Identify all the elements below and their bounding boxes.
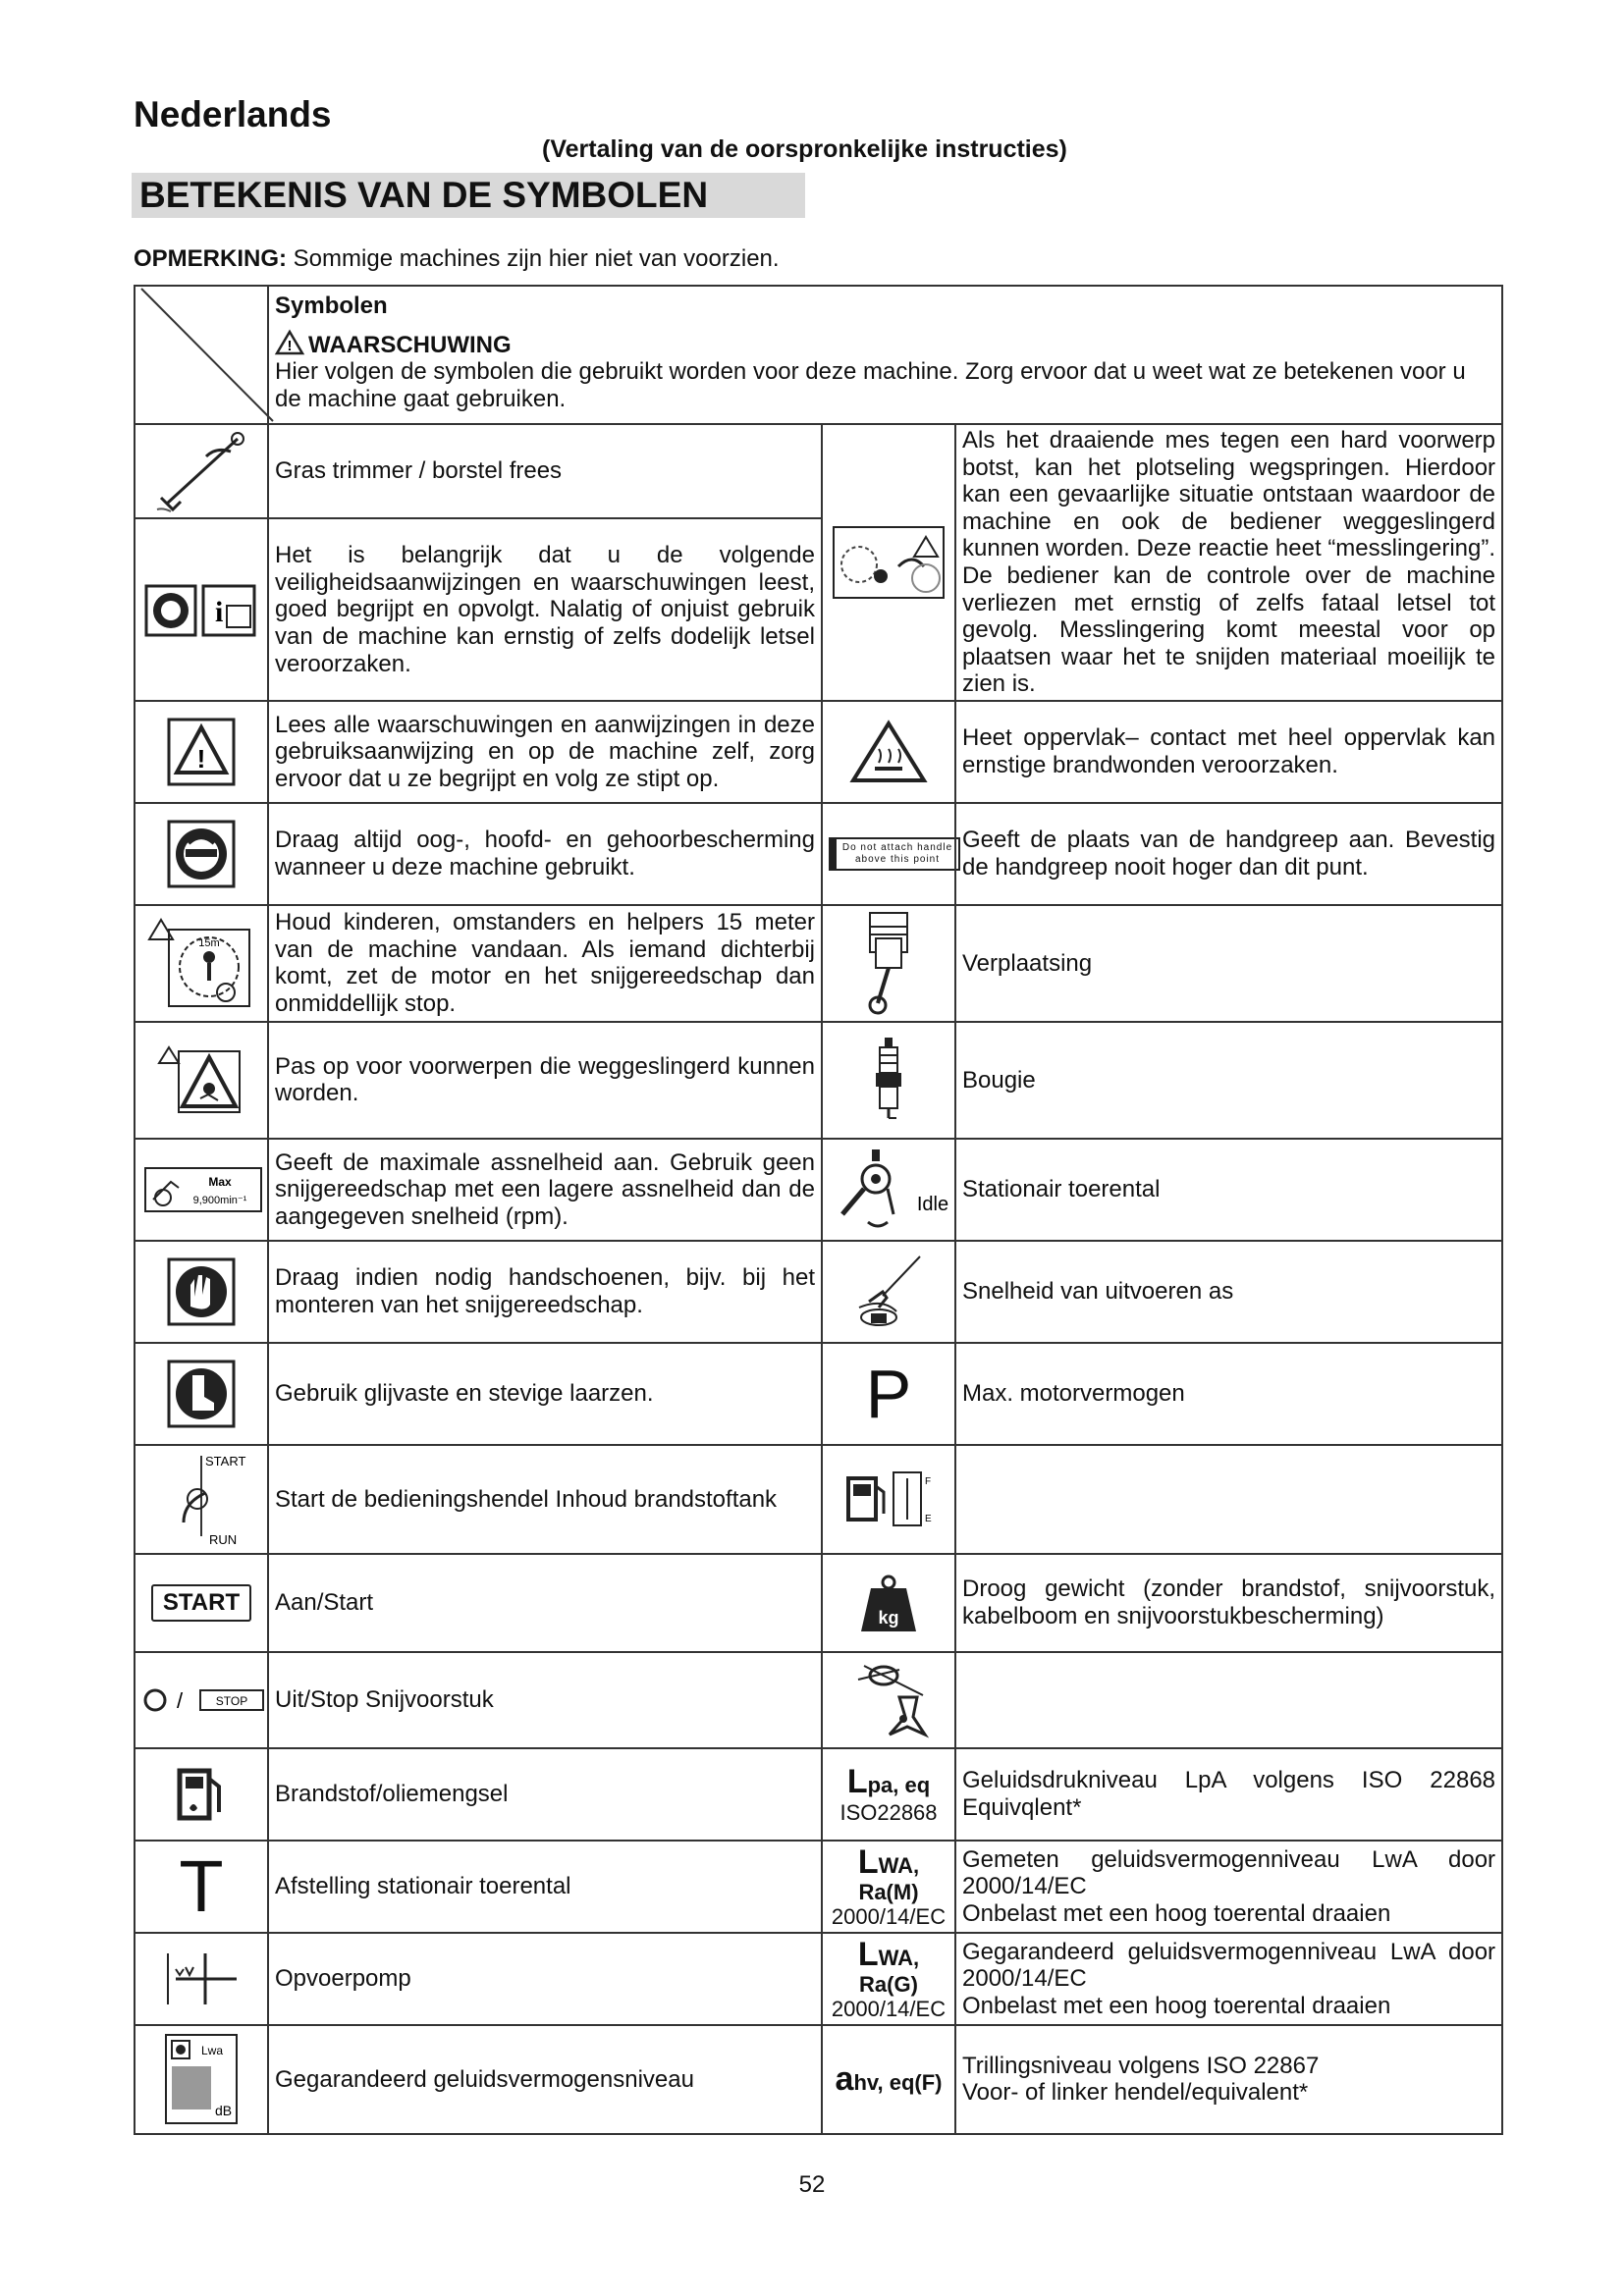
language-heading: Nederlands <box>134 94 332 134</box>
symbol-description: Het is belangrijk dat u de volgende veiligheidsaanwijzingen en waarschuwingen leest, goed begrijpt en opvolgt. Nalatig of onjuist gebruik van de machine kan ernstig of zelfs dodelijk letsel veroorzaken. <box>268 518 822 701</box>
max-shaft-speed-icon <box>141 1160 265 1219</box>
warning-icon-cell <box>135 701 268 803</box>
page-number: 52 <box>798 2171 826 2198</box>
empty-label: E <box>925 1514 932 1525</box>
spark-plug-icon-cell <box>822 1022 955 1139</box>
eye-head-hearing-protection-icon <box>167 820 236 888</box>
warning-sign-icon <box>167 718 236 786</box>
boots-icon <box>167 1360 236 1428</box>
keep-distance-icon <box>147 916 255 1010</box>
lwa-measured-symbol-cell <box>822 1841 955 1933</box>
symbol-description: Uit/Stop Snijvoorstuk <box>268 1652 822 1748</box>
power-p-icon: P <box>865 1355 912 1432</box>
symbol-description: Geluidsdrukniveau LpA volgens ISO 22868 Equivqlent* <box>955 1748 1502 1841</box>
fuel-mix-icon-cell <box>135 1748 268 1841</box>
section-title: BETEKENIS VAN DE SYMBOLEN <box>132 173 805 218</box>
slash-label: / <box>177 1687 184 1713</box>
symbol-description <box>955 2025 1502 2134</box>
note-label: OPMERKING: <box>134 245 287 272</box>
table-row <box>135 905 1502 1022</box>
primer-icon-cell <box>135 1933 268 2025</box>
symbols-table <box>134 285 1503 2135</box>
table-row <box>135 1241 1502 1343</box>
rpm-label: 9,900min⁻¹ <box>192 1194 247 1206</box>
symbol-description: Geeft de plaats van de handgreep aan. Bevestig de handgreep nooit hoger dan dit punt. <box>955 803 1502 905</box>
symbol-description: Stationair toerental <box>955 1139 1502 1241</box>
protection-icon-cell <box>135 803 268 905</box>
handle-limit-label-icon: Do not attach handle above this point <box>829 837 960 871</box>
diagonal-line <box>141 289 273 421</box>
idle-speed-icon <box>829 1146 956 1234</box>
table-row <box>135 1652 1502 1748</box>
symbol-description: Gebruik glijvaste en stevige laarzen. <box>268 1343 822 1445</box>
stop-icon-cell <box>135 1652 268 1748</box>
symbol-description: Lees alle waarschuwingen en aanwijzingen in deze gebruiksaanwijzing en op de machine zelf, zorg ervoor dat u ze begrijpt en volg ze stipt op. <box>268 701 822 803</box>
thrown-objects-icon <box>157 1045 245 1114</box>
safety-icon-cell <box>135 518 268 701</box>
lpa-symbol: Lpa, eq <box>846 1763 931 1801</box>
max-label: Max <box>208 1174 232 1189</box>
kickback-icon <box>830 523 947 602</box>
warning-heading <box>275 330 1495 359</box>
distance-icon-cell <box>135 905 268 1022</box>
kg-label: kg <box>878 1607 899 1628</box>
fuel-tank-content-icon <box>835 1465 943 1533</box>
start-lever-icon-cell <box>135 1445 268 1554</box>
trimmer-icon-cell <box>135 424 268 518</box>
lwa-guaranteed-norm: 2000/14/EC <box>831 1996 947 2021</box>
weight-icon-cell <box>822 1554 955 1652</box>
read-manual-icon <box>142 580 260 639</box>
table-header-row <box>135 286 1502 424</box>
lwa-measured-norm: 2000/14/EC <box>831 1903 947 1929</box>
fuel-tank-icon-cell <box>822 1445 955 1554</box>
symbols-title: Symbolen <box>275 293 388 319</box>
table-row <box>135 1022 1502 1139</box>
table-row <box>135 701 1502 803</box>
kickback-icon-cell <box>822 424 955 701</box>
table-row <box>135 1554 1502 1652</box>
idle-adjust-t-icon: T <box>179 1844 224 1927</box>
power-icon-cell <box>822 1343 955 1445</box>
vibration-symbol: ahv, eq(F) <box>835 2059 943 2098</box>
symbol-description: Heet oppervlak– contact met heel oppervlak kan ernstige brandwonden veroorzaken. <box>955 701 1502 803</box>
symbol-description: Opvoerpomp <box>268 1933 822 2025</box>
lpa-norm: ISO22868 <box>839 1799 938 1825</box>
fuel-oil-mixture-icon <box>174 1765 229 1824</box>
warning-label: WAARSCHUWING <box>308 331 512 358</box>
table-row <box>135 803 1502 905</box>
gloves-icon <box>167 1257 236 1326</box>
symbol-description: Geeft de maximale assnelheid aan. Gebruik geen snijgereedschap met een lagere assnelheid dan de aangegeven snelheid (rpm). <box>268 1139 822 1241</box>
shaft-rotation-icon <box>849 1253 928 1331</box>
gloves-icon-cell <box>135 1241 268 1343</box>
start-label: START <box>205 1454 246 1469</box>
symbol-description: Pas op voor voorwerpen die weggeslingerd kunnen worden. <box>268 1022 822 1139</box>
symbol-description: Gras trimmer / borstel frees <box>268 424 822 518</box>
off-stop-icon <box>141 1682 269 1718</box>
description-line: Onbelast met een hoog toerental draaien <box>962 1992 1391 2019</box>
symbol-description: Aan/Start <box>268 1554 822 1652</box>
description-line: Onbelast met een hoog toerental draaien <box>962 1899 1391 1927</box>
start-button-icon-cell <box>135 1554 268 1652</box>
symbol-description: Verplaatsing <box>955 905 1502 1022</box>
symbol-description: Gegarandeerd geluidsvermogensniveau <box>268 2025 822 2134</box>
table-row <box>135 1139 1502 1241</box>
distance-label: 15m <box>198 937 220 950</box>
description-line: Gemeten geluidsvermogenniveau LwA door 2000/14/EC <box>962 1845 1496 1900</box>
start-sign-icon: START <box>151 1584 251 1622</box>
table-row <box>135 2025 1502 2134</box>
symbol-description: Houd kinderen, omstanders en helpers 15 meter van de machine vandaan. Als iemand dichterbij komt, zet de motor en het snijgereedschap dan onmiddellijk stop. <box>268 905 822 1022</box>
svg-text:!: ! <box>196 743 206 774</box>
warning-text: Hier volgen de symbolen die gebruikt worden voor deze machine. Zorg ervoor dat u weet wat ze betekenen voor u de machine gaat gebruiken. <box>275 358 1466 412</box>
lwa-guaranteed-symbol: LWA, Ra(G) <box>857 1936 920 1998</box>
cutting-attachment-icon <box>844 1658 933 1742</box>
symbol-description <box>955 1933 1502 2025</box>
idle-adjust-icon-cell <box>135 1841 268 1933</box>
full-label: F <box>925 1476 932 1488</box>
sound-power-label-icon <box>164 2033 239 2125</box>
lwa-guaranteed-symbol-cell <box>822 1933 955 2025</box>
hot-surface-icon <box>849 720 928 784</box>
run-label: RUN <box>209 1532 238 1548</box>
max-speed-icon-cell <box>135 1139 268 1241</box>
kickback-description: Als het draaiende mes tegen een hard voorwerp botst, kan het plotseling wegspringen. Hierdoor kan een gevaarlijke situatie ontstaan waardoor de machine en ook de bediener weggeslingerd kunnen worden. Deze reactie heet “messlingering”. De bediener kan de controle over de machine verliezen met ernstig of zelfs fataal letsel tot gevolg. Messlingering komt meestal voor op plaatsen waar het te snijden materiaal moeilijk te zien is. <box>955 424 1502 701</box>
lpa-symbol-cell <box>822 1748 955 1841</box>
table-row <box>135 1748 1502 1841</box>
note <box>134 245 780 273</box>
symbol-description: Bougie <box>955 1022 1502 1139</box>
note-text: Sommige machines zijn hier niet van voorzien. <box>287 245 780 272</box>
start-lever-icon <box>162 1450 246 1548</box>
idle-icon-cell <box>822 1139 955 1241</box>
table-row <box>135 1445 1502 1554</box>
hot-surface-icon-cell <box>822 701 955 803</box>
weight-kg-icon <box>859 1573 918 1633</box>
db-label: dB <box>215 2103 233 2119</box>
sound-power-icon-cell <box>135 2025 268 2134</box>
symbol-description: Brandstof/oliemengsel <box>268 1748 822 1841</box>
table-row <box>135 424 1502 518</box>
lwa-label: Lwa <box>201 2044 224 2058</box>
translation-subtitle: (Vertaling van de oorspronkelijke instructies) <box>542 135 1067 163</box>
symbol-description: Start de bedieningshendel Inhoud brandstoftank <box>268 1445 822 1554</box>
symbol-description <box>955 1841 1502 1933</box>
boots-icon-cell <box>135 1343 268 1445</box>
piston-displacement-icon <box>854 909 923 1017</box>
table-row <box>135 1343 1502 1445</box>
symbol-description: Snelheid van uitvoeren as <box>955 1241 1502 1343</box>
spark-plug-icon <box>869 1036 908 1124</box>
symbol-description: Max. motorvermogen <box>955 1343 1502 1445</box>
diagonal-corner-cell <box>135 286 268 424</box>
empty-cell <box>955 1445 1502 1554</box>
table-row <box>135 1933 1502 2025</box>
symbol-description: Droog gewicht (zonder brandstof, snijvoorstuk, kabelboom en snijvoorstukbescherming) <box>955 1554 1502 1652</box>
lwa-measured-symbol: LWA, Ra(M) <box>857 1843 920 1905</box>
description-line: Gegarandeerd geluidsvermogenniveau LwA door 2000/14/EC <box>962 1938 1496 1993</box>
shaft-rotation-icon-cell <box>822 1241 955 1343</box>
projectile-icon-cell <box>135 1022 268 1139</box>
cutting-attachment-icon-cell <box>822 1652 955 1748</box>
svg-text:i: i <box>215 596 224 629</box>
primer-pump-icon <box>162 1949 241 2008</box>
symbol-description: Afstelling stationair toerental <box>268 1841 822 1933</box>
symbol-description: Draag indien nodig handschoenen, bijv. bij het monteren van het snijgereedschap. <box>268 1241 822 1343</box>
table-row <box>135 1841 1502 1933</box>
vibration-symbol-cell <box>822 2025 955 2134</box>
idle-label: Idle <box>916 1193 949 1215</box>
description-line: Trillingsniveau volgens ISO 22867 <box>962 2052 1320 2079</box>
displacement-icon-cell <box>822 905 955 1022</box>
symbol-description: Draag altijd oog-, hoofd- en gehoorbescherming wanneer u deze machine gebruikt. <box>268 803 822 905</box>
handle-position-icon-cell <box>822 803 955 905</box>
svg-text:!: ! <box>287 337 293 354</box>
empty-cell <box>955 1652 1502 1748</box>
description-line: Voor- of linker hendel/equivalent* <box>962 2079 1309 2107</box>
header-text-cell <box>268 286 1502 424</box>
stop-label: STOP <box>215 1693 248 1708</box>
grass-trimmer-icon <box>147 427 255 515</box>
warning-triangle-icon <box>275 330 304 355</box>
